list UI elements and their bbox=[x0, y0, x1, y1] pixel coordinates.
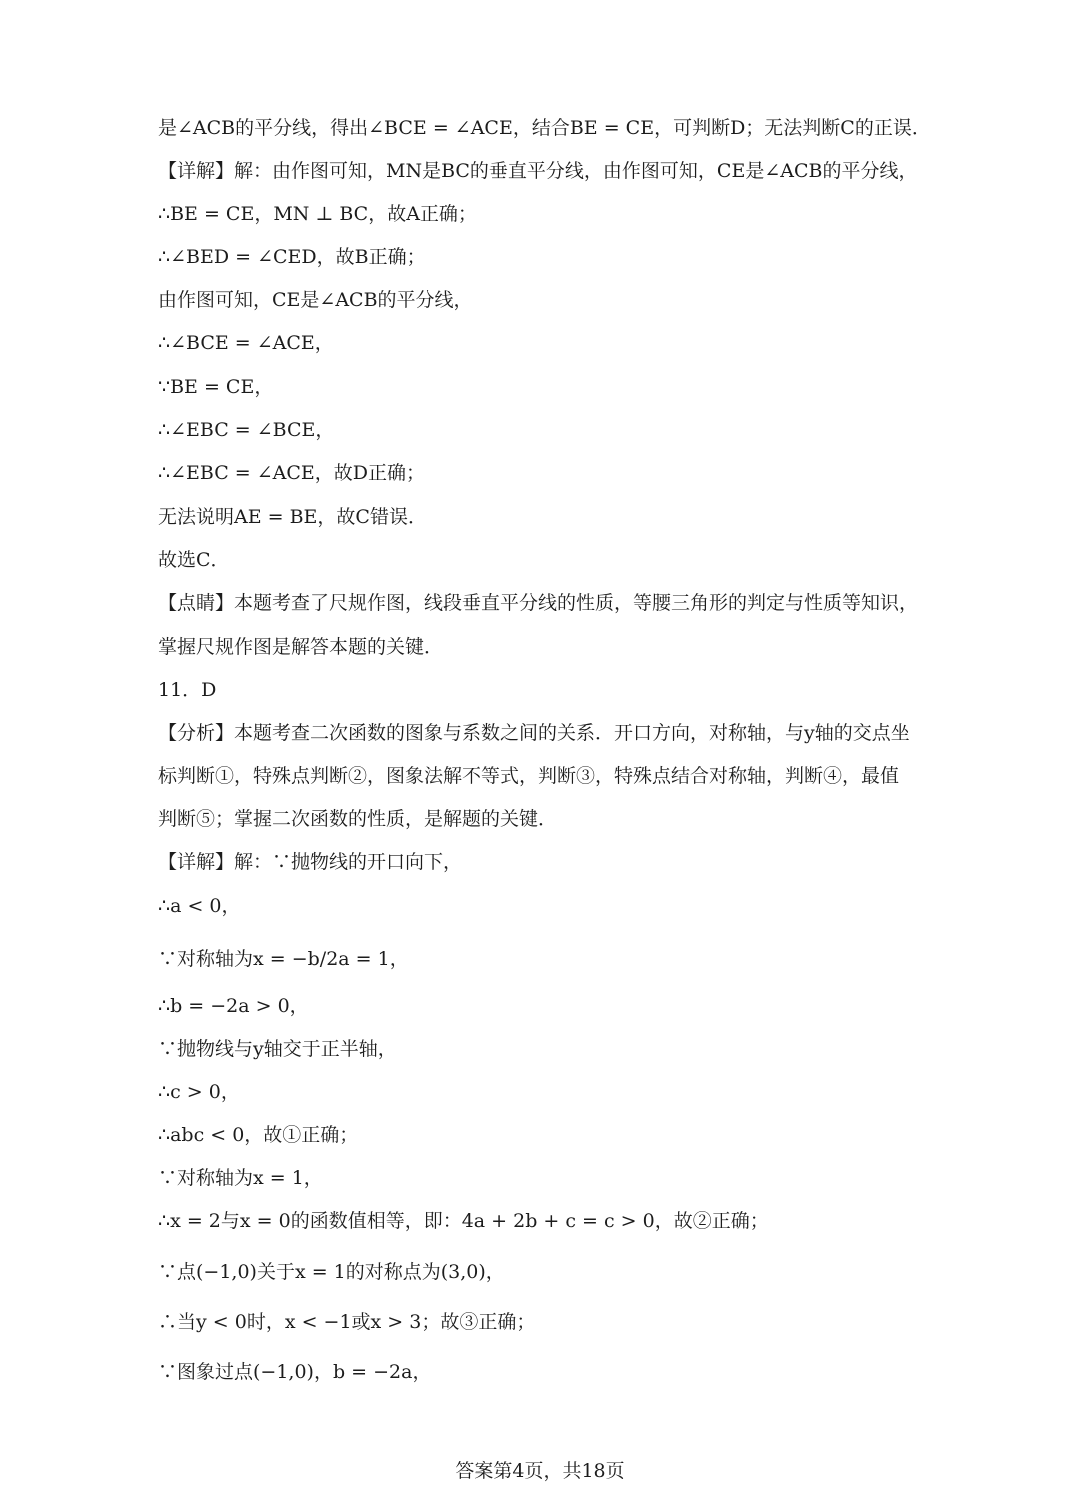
text-line: ∴a < 0， bbox=[158, 895, 241, 917]
text-line: ∴c > 0， bbox=[158, 1081, 240, 1103]
text-line: 由作图可知，CE是∠ACB的平分线， bbox=[158, 289, 473, 311]
text-line: 是∠ACB的平分线，得出∠BCE = ∠ACE，结合BE = CE，可判断D；无法判断C的正误． bbox=[158, 117, 931, 139]
text-line: ∴∠EBC = ∠ACE，故D正确； bbox=[158, 462, 426, 484]
text-line: ∴BE = CE，MN ⊥ BC，故A正确； bbox=[158, 203, 477, 225]
text-line: ∵图象过点(−1,0)，b = −2a， bbox=[158, 1361, 432, 1383]
text-line: ∴当y < 0时，x < −1或x > 3；故③正确； bbox=[158, 1311, 536, 1333]
text-line: 掌握尺规作图是解答本题的关键． bbox=[158, 636, 444, 658]
text-line: ∴∠BCE = ∠ACE， bbox=[158, 332, 334, 354]
text-line: ∴∠EBC = ∠BCE， bbox=[158, 419, 335, 441]
text-line: 【点睛】本题考查了尺规作图，线段垂直平分线的性质，等腰三角形的判定与性质等知识， bbox=[158, 592, 919, 614]
page-footer: 答案第4页，共18页 bbox=[455, 1460, 625, 1482]
text-line: ∴x = 2与x = 0的函数值相等，即：4a + 2b + c = c > 0，故②正确； bbox=[158, 1210, 769, 1232]
text-line: ∵BE = CE， bbox=[158, 376, 274, 398]
text-line: ∴b = −2a > 0， bbox=[158, 995, 309, 1017]
text-line: 【详解】解：∵抛物线的开口向下， bbox=[158, 851, 463, 873]
text-line: ∵点(−1,0)关于x = 1的对称点为(3,0)， bbox=[158, 1261, 505, 1283]
text-line: ∴∠BED = ∠CED，故B正确； bbox=[158, 246, 426, 268]
text-line: ∵抛物线与y轴交于正半轴， bbox=[158, 1038, 397, 1060]
text-line: 11．D bbox=[158, 679, 217, 701]
text-line: 故选C． bbox=[158, 549, 230, 571]
text-line: 无法说明AE = BE，故C错误． bbox=[158, 506, 427, 528]
text-line: 判断⑤；掌握二次函数的性质，是解题的关键． bbox=[158, 808, 558, 830]
text-line: ∵对称轴为x = −b/2a = 1， bbox=[158, 948, 409, 970]
text-line: ∵对称轴为x = 1， bbox=[158, 1167, 323, 1189]
text-line: 【详解】解：由作图可知，MN是BC的垂直平分线，由作图可知，CE是∠ACB的平分线， bbox=[158, 160, 918, 182]
text-line: 标判断①，特殊点判断②，图象法解不等式，判断③，特殊点结合对称轴，判断④，最值 bbox=[158, 765, 900, 787]
text-line: ∴abc < 0，故①正确； bbox=[158, 1124, 359, 1146]
text-line: 【分析】本题考查二次函数的图象与系数之间的关系．开口方向，对称轴，与y轴的交点坐 bbox=[158, 722, 910, 744]
